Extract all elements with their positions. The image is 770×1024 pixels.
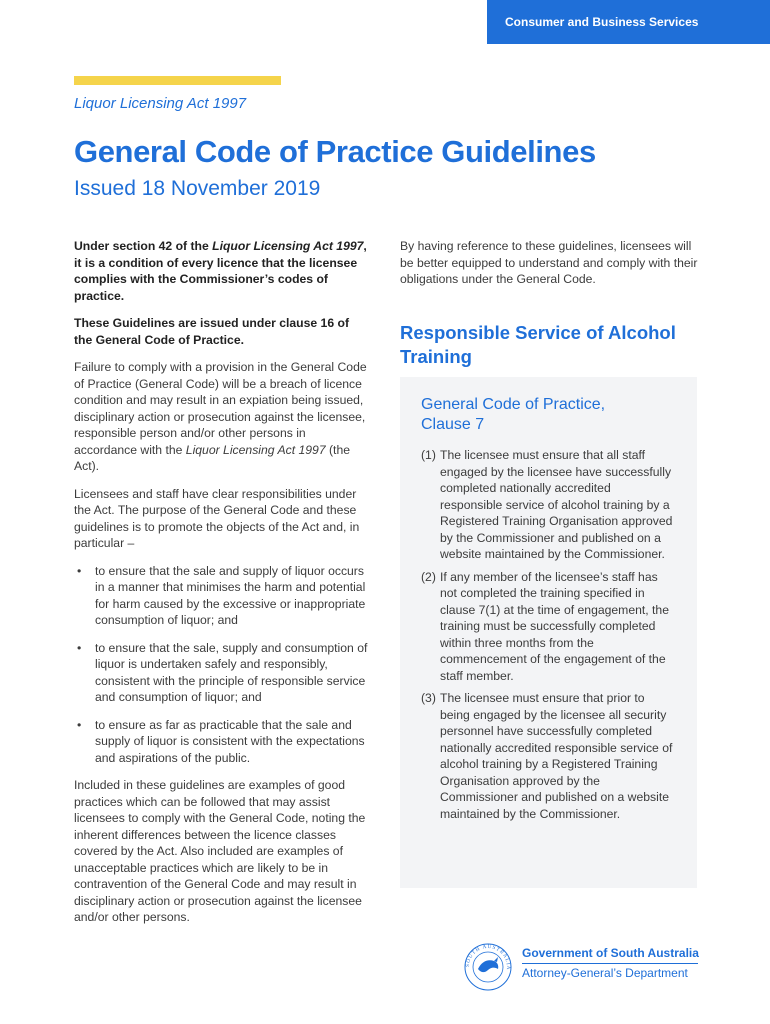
issued-date: Issued 18 November 2019 — [74, 177, 321, 200]
south-australia-crest-icon — [464, 943, 512, 991]
right-column-intro — [400, 238, 700, 288]
left-column — [74, 238, 370, 937]
paragraph-examples: Included in these guidelines are examples of good practices which can be followed that may assist licensees to comply with the General Code, noting the inherent differences between the licence classes covered by the Act. Also included are examples of unacceptable practices which are likely to be in contravention of the General Code and may result in disciplinary action or prosecution against the licensee and/or other persons. — [74, 778, 366, 924]
clause-item — [421, 569, 673, 685]
list-item — [74, 717, 370, 767]
list-item-text: to ensure that the sale, supply and consumption of liquor is undertaken safely and responsibly, consistent with the principle of responsible service and consumption of liquor; and — [95, 640, 368, 704]
section-heading: Responsible Service of Alcohol Training — [400, 322, 676, 367]
clause-text: If any member of the licensee’s staff has not completed the training specified in clause 7(1) at the time of engagement, the training must be successfully completed within three months from the commencement of the engagement of the staff member. — [440, 569, 669, 683]
agency-banner — [487, 0, 770, 44]
intro-text-end: , it is a condition of every licence that the licensee complies with the Commissioner’s codes of practice. — [74, 239, 367, 303]
intro-text: Under section 42 of the — [74, 239, 213, 253]
clause-item — [421, 690, 673, 822]
government-name: Government of South Australia — [522, 946, 699, 960]
compliance-text: Failure to comply with a provision in the General Code of Practice (General Code) will be a breach of licence condition and may result in an expiation being issued, disciplinary action or prosecution against the licensee, responsible person and/or other persons in accordance with the — [74, 360, 367, 457]
act-reference-inline: Liquor Licensing Act 1997 — [185, 442, 326, 457]
clause-number: (3) — [421, 691, 436, 705]
act-reference: Liquor Licensing Act 1997 — [212, 239, 364, 253]
clause-text: The licensee must ensure that all staff engaged by the licensee have successfully completed nationally accredited responsible service of alcohol training by a Registered Training Organisation approved by the Commissioner and published on a website maintained by the Commissioner. — [440, 448, 673, 561]
page-title: General Code of Practice Guidelines — [74, 134, 596, 169]
clause-list — [421, 447, 673, 822]
accent-bar — [74, 76, 281, 85]
bullet-icon: • — [77, 640, 82, 655]
intro-statement — [74, 238, 370, 304]
paragraph-compliance — [74, 359, 370, 475]
bullet-icon: • — [77, 563, 82, 578]
list-item-text: to ensure as far as practicable that the sale and supply of liquor is consistent with the expectations and aspirations of the public. — [95, 717, 365, 765]
clause-heading: General Code of Practice, Clause 7 — [421, 396, 606, 433]
agency-name: Consumer and Business Services — [505, 15, 699, 29]
issuance-note: These Guidelines are issued under clause 16 of the General Code of Practice. — [74, 316, 349, 347]
paragraph-reference: By having reference to these guidelines, licensees will be better equipped to understand and comply with their obligations under the General Code. — [400, 239, 698, 286]
clause-panel — [400, 377, 697, 888]
paragraph-responsibilities: Licensees and staff have clear responsibilities under the Act. The purpose of the General Code and these guidelines is to promote the objects of the Act and, in particular – — [74, 486, 360, 550]
list-item — [74, 563, 370, 629]
clause-text: The licensee must ensure that prior to being engaged by the licensee all security personnel have successfully completed nationally accredited responsible service of alcohol training by a Registered Training Organisation approved by the Commissioner and published on a website maintained by the Commissioner. — [440, 691, 673, 821]
department-name: Attorney-General’s Department — [522, 966, 688, 980]
act-title: Liquor Licensing Act 1997 — [74, 95, 247, 112]
objects-list — [74, 563, 370, 767]
clause-number: (1) — [421, 448, 436, 462]
clause-number: (2) — [421, 569, 436, 584]
list-item-text: to ensure that the sale and supply of liquor occurs in a manner that minimises the harm and potential for harm caused by the excessive or inappropriate consumption of liquor; and — [95, 563, 366, 627]
clause-item — [421, 447, 673, 563]
svg-text:SOUTH AUSTRALIA: SOUTH AUSTRALIA — [464, 943, 512, 971]
compliance-text-end: (the Act). — [74, 442, 350, 473]
list-item — [74, 640, 370, 706]
footer-divider — [522, 963, 698, 964]
bullet-icon: • — [77, 717, 82, 732]
